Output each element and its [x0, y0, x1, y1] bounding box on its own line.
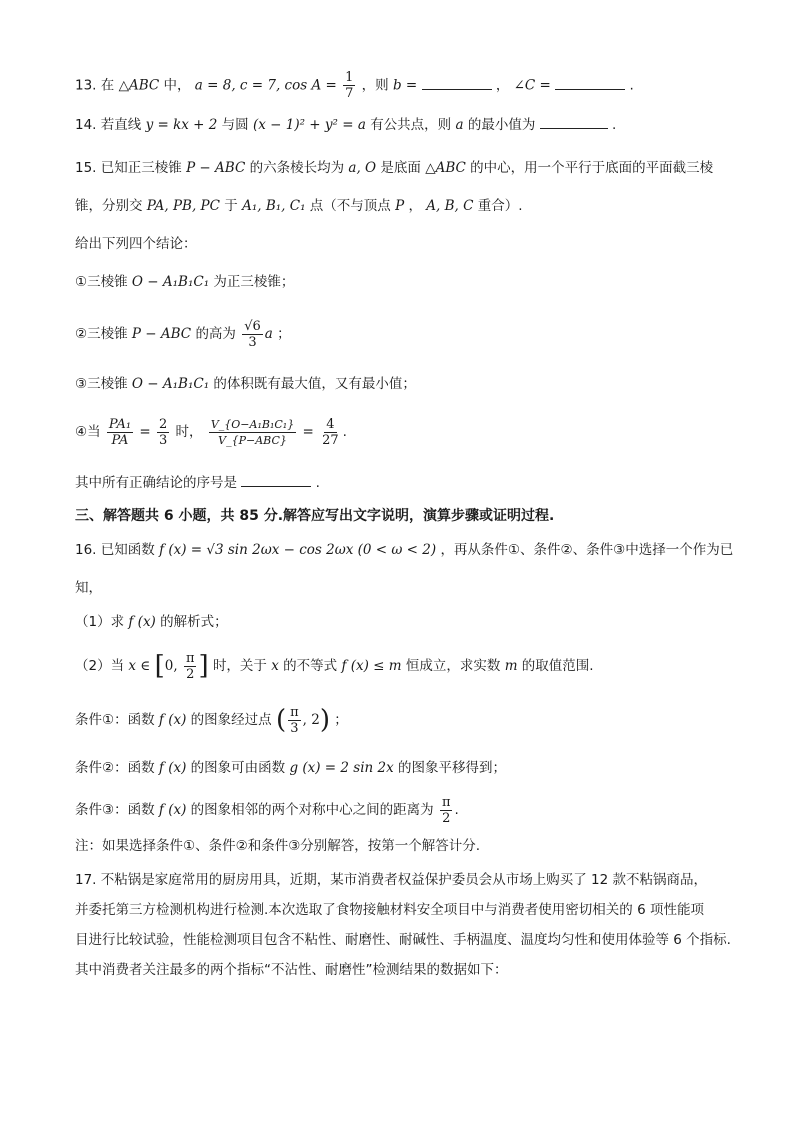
q14-number: 14. 若直线: [75, 117, 142, 133]
q16-cond1-mid: 的图象经过点: [190, 712, 272, 728]
q16-cond3-frac: [440, 795, 453, 826]
q15-c3-math: O − A₁B₁C₁: [131, 376, 210, 392]
q17-l2-text: 并委托第三方检测机构进行检测.本次选取了食物接触材料安全项目中与消费者使用密切相关的 6 项性能项: [75, 902, 704, 918]
q15-text2: 是底面: [380, 160, 421, 176]
q13-conditions: a = 8, c = 7, cos A =: [194, 77, 342, 94]
q15-c4-num4: 4: [326, 416, 335, 432]
q14-with: 与圆: [221, 117, 249, 133]
q15-vertex-p: P: [395, 198, 405, 214]
q15-text: 的六条棱长均为: [249, 160, 345, 176]
q15-l2-mid2: 点（不与顶点: [309, 198, 391, 214]
q16-cond2-pre: 条件②：函数: [75, 760, 155, 776]
q17-line4: [75, 960, 508, 980]
q16-condition-3: [75, 792, 459, 828]
q15-c4-den2: 3: [158, 432, 168, 448]
q15-c4-eq2: =: [302, 424, 314, 440]
q15-c4-pre: ④当: [75, 424, 101, 440]
q15-c2-den: 3: [248, 334, 257, 350]
q16-cond1-pi: π: [290, 704, 299, 720]
q15-ask-text: 其中所有正确结论的序号是: [75, 475, 237, 491]
q16-cond3-pi: π: [441, 794, 451, 810]
q16-cond2-mid: 的图象可由函数: [190, 760, 286, 776]
q16-p2-tail: 的取值范围.: [521, 658, 594, 674]
q16-line2: [75, 578, 102, 598]
q16-p2-mid2: 的不等式: [283, 658, 338, 674]
q16-number: 16. 已知函数: [75, 542, 155, 558]
q16-cond1-tail: ；: [334, 712, 348, 728]
q15-c2-pre: ②三棱锥: [75, 326, 128, 342]
q16-cond3-mid: 的图象相邻的两个对称中心之间的距离为: [190, 802, 434, 818]
q15-c4-frac4: [320, 417, 341, 448]
q15-c2-mid: 的高为: [195, 326, 236, 342]
q16-p2-m: m: [504, 658, 518, 674]
q14-a: a: [455, 117, 464, 133]
q15-ask-end: .: [315, 475, 320, 491]
q17-l1-text: 17. 不粘锅是家庭常用的厨房用具，近期，某市消费者权益保护委员会从市场上购买了 12 款不粘锅商品，: [75, 872, 708, 888]
q15-l2-pre: 锥，分别交: [75, 198, 143, 214]
q13-sep: ，: [495, 77, 510, 94]
q16-part1: [75, 612, 228, 632]
q15-c1-math: O − A₁B₁C₁: [131, 274, 210, 290]
q16-p1-f: f (x): [128, 614, 156, 630]
q13-line: [75, 70, 634, 101]
q15-intro-text: 给出下列四个结论：: [75, 236, 197, 252]
q15-c4-end: .: [342, 424, 347, 440]
q15-conclusion-3: [75, 374, 416, 394]
q15-c4-frac2: [157, 417, 169, 448]
q16-p2-pi: π: [185, 650, 195, 666]
q15-c1-tail: 为正三棱锥；: [213, 274, 295, 290]
q16-cond2-g: g (x) = 2 sin 2x: [289, 760, 394, 776]
q15-c2-fraction: [242, 319, 263, 350]
q15-conclusion-2: [75, 316, 291, 352]
q16-p2-int-a: 0,: [164, 658, 178, 674]
q15-c4-den3: V_{P−ABC}: [218, 433, 287, 447]
q15-c4-frac1: [107, 417, 133, 448]
q16-condition-1: [75, 702, 348, 738]
q17-l4-text: 其中消费者关注最多的两个指标“不沾性、耐磨性”检测结果的数据如下：: [75, 962, 508, 978]
q15-c3-tail: 的体积既有最大值，又有最小值；: [213, 376, 416, 392]
q15-abc: A, B, C: [426, 198, 474, 214]
q16-left-bracket: [: [154, 651, 165, 681]
q15-pabc: P − ABC: [186, 160, 246, 176]
q17-line3: [75, 930, 731, 950]
q13-triangle: △ABC: [118, 77, 160, 94]
q16-part2: [75, 648, 594, 684]
q15-c2-a: a: [264, 326, 273, 342]
q15-conclusion-1: [75, 272, 294, 292]
q15-c2-tail: ；: [277, 326, 291, 342]
q16-cond3-two: 2: [442, 810, 451, 826]
q16-cond2-tail: 的图象平移得到；: [398, 760, 507, 776]
q13-blank-b[interactable]: [422, 75, 492, 90]
q16-right-bracket: ]: [198, 651, 209, 681]
q15-points: A₁, B₁, C₁: [242, 198, 306, 214]
q15-number: 15. 已知正三棱锥: [75, 160, 182, 176]
q15-comma: ，: [408, 198, 422, 214]
q16-p2-mid3: 恒成立，求实数: [405, 658, 501, 674]
q16-function: f (x) = √3 sin 2ωx − cos 2ωx (0 < ω < 2): [159, 542, 437, 558]
q14-has: 有公共点，则: [370, 117, 452, 133]
q16-cond1-three: 3: [290, 720, 299, 736]
q16-p2-mid: 时，关于: [212, 658, 267, 674]
q16-p2-ineq: f (x) ≤ m: [341, 658, 402, 674]
q16-cond1-f: f (x): [158, 712, 187, 728]
q16-p2-pi-frac: [184, 651, 197, 682]
q16-cond3-f: f (x): [158, 802, 187, 818]
q13-angle-c: ∠C =: [513, 77, 551, 94]
q15-c4-den1: PA: [111, 432, 129, 448]
q13-blank-c[interactable]: [555, 75, 625, 90]
q16-l2-text: 知，: [75, 580, 102, 596]
q15-c4-frac3: [209, 417, 296, 448]
q13-number: 13. 在: [75, 77, 115, 94]
q15-c2-num: √6: [244, 318, 261, 334]
q16-note-text: 注：如果选择条件①、条件②和条件③分别解答，按第一个解答计分.: [75, 838, 481, 854]
q15-c4-when: 时，: [175, 424, 203, 440]
q15-triangle: △ABC: [425, 160, 466, 176]
q16-cond1-frac: [288, 705, 301, 736]
q16-p1-tail: 的解析式；: [160, 614, 228, 630]
q15-c3-pre: ③三棱锥: [75, 376, 128, 392]
q15-c1-pre: ①三棱锥: [75, 274, 128, 290]
q14-line: [75, 114, 616, 135]
q15-c4-num2: 2: [158, 416, 168, 432]
q14-end: .: [611, 117, 617, 133]
q17-l3-text: 目进行比较试验，性能检测项目包含不粘性、耐磨性、耐碱性、手柄温度、温度均匀性和使用体验等 6 个指标.: [75, 932, 731, 948]
q16-cond3-tail: .: [454, 802, 459, 818]
q16-cond1-lparen: (: [275, 705, 287, 735]
q16-cond1-two: , 2: [302, 712, 320, 728]
q16-l1-tail: ，再从条件①、条件②、条件③中选择一个作为已: [440, 542, 734, 558]
q15-conclusion-4: [75, 414, 347, 450]
q15-c4-eq1: =: [139, 424, 151, 440]
section-3-text: 三、解答题共 6 小题，共 85 分.解答应写出文字说明，演算步骤或证明过程.: [75, 508, 555, 524]
q15-c4-den4: 27: [322, 432, 339, 448]
q14-blank[interactable]: [540, 114, 608, 129]
q15-line1: [75, 158, 713, 178]
q15-c4-num1: PA₁: [108, 416, 132, 432]
q17-line1: [75, 870, 707, 890]
q13-b: b =: [392, 77, 418, 94]
q15-c2-math: P − ABC: [131, 326, 192, 342]
q13-end: .: [629, 77, 634, 94]
q15-intro: [75, 234, 197, 254]
q15-line2: [75, 196, 523, 216]
q16-note: [75, 836, 480, 856]
q15-l2-tail: 重合）.: [477, 198, 523, 214]
q14-tail: 的最小值为: [467, 117, 536, 133]
q14-circle-eq: (x − 1)² + y² = a: [252, 117, 366, 133]
q16-p2-x: x ∈: [128, 658, 151, 674]
q15-c4-num3: V_{O−A₁B₁C₁}: [210, 417, 295, 431]
q16-cond1-pre: 条件①：函数: [75, 712, 155, 728]
q14-line-eq: y = kx + 2: [145, 117, 218, 133]
q16-p2-two: 2: [186, 666, 195, 682]
q13-frac-num: 1: [345, 70, 354, 85]
section-3-heading: [75, 506, 554, 526]
q16-cond2-f: f (x): [158, 760, 187, 776]
q13-cos-fraction: [343, 70, 355, 101]
q15-a-o: a, O: [348, 160, 377, 176]
q15-l2-mid: 于: [224, 198, 238, 214]
q15-blank[interactable]: [241, 472, 311, 487]
q16-p2-x2: x: [271, 658, 279, 674]
q13-frac-den: 7: [345, 86, 354, 101]
q16-p2-pre: （2）当: [75, 658, 125, 674]
q16-cond3-pre: 条件③：函数: [75, 802, 155, 818]
q15-ask: [75, 472, 320, 493]
q16-p1-pre: （1）求: [75, 614, 125, 630]
q16-line1: [75, 540, 733, 560]
q16-cond1-rparen: ): [319, 705, 330, 735]
q15-edges: PA, PB, PC: [146, 198, 220, 214]
q13-then: ，则: [361, 77, 389, 94]
q17-line2: [75, 900, 704, 920]
q13-text: 中，: [163, 77, 191, 94]
q16-condition-2: [75, 758, 506, 778]
q15-text3: 的中心，用一个平行于底面的平面截三棱: [470, 160, 714, 176]
